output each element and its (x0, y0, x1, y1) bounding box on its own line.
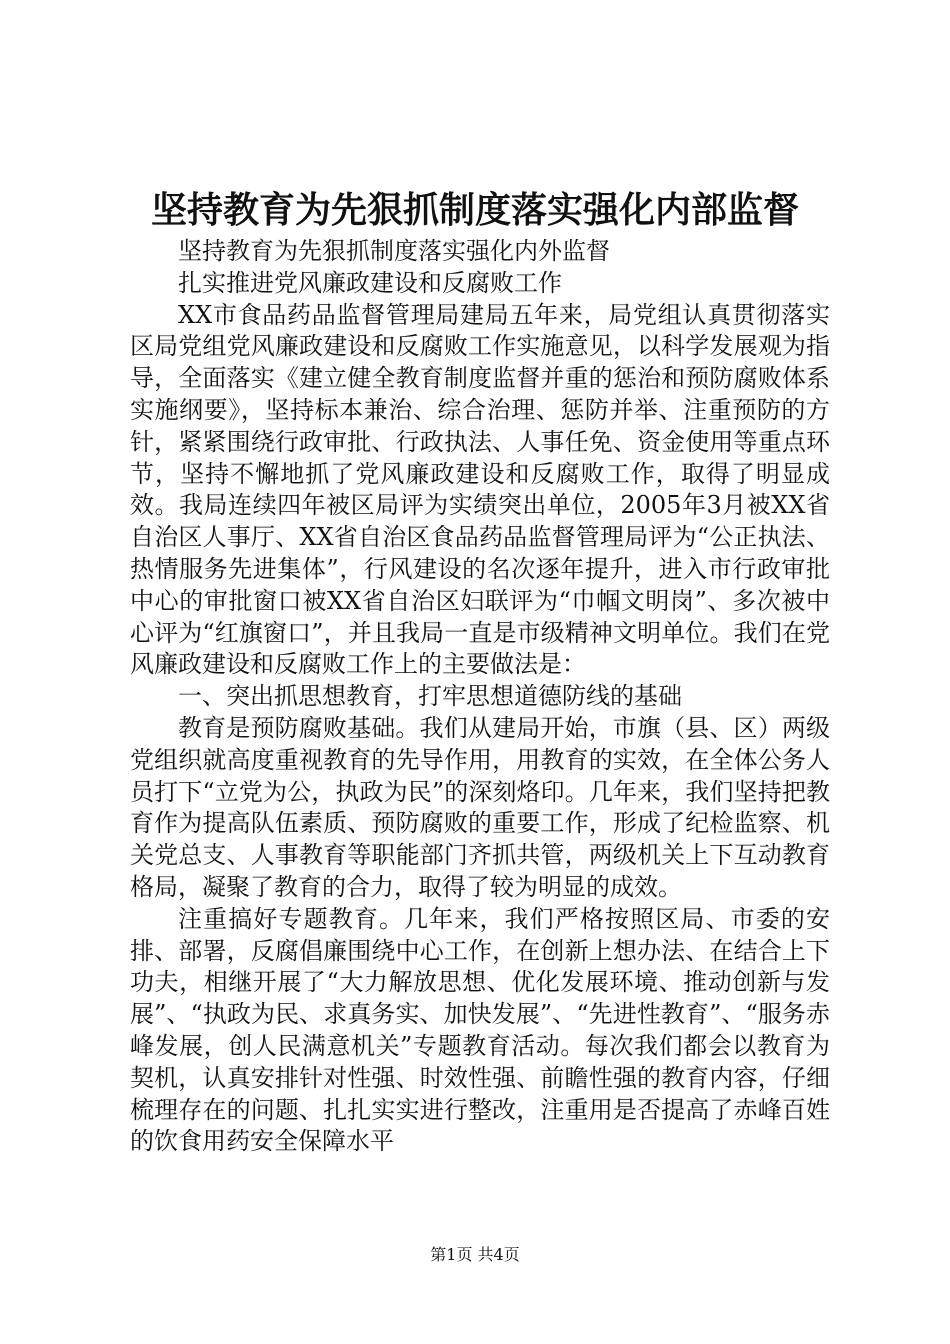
paragraph-special-education: 注重搞好专题教育。几年来，我们严格按照区局、市委的安排、部署，反腐倡廉围绕中心工作，在创新上想办法、在结合上下功夫，相继开展了“大力解放思想、优化发展环境、推动创新与发展”、“执政为民、求真务实、加快发展”、“先进性教育”、“服务赤峰发展，创人民满意机关”专题教育活动。每次我们都会以教育为契机，认真安排针对性强、时效性强、前瞻性强的教育内容，仔细梳理存在的问题、扎扎实实进行整改，注重用是否提高了赤峰百姓的饮食用药安全保障水平 (130, 904, 830, 1156)
section-heading: 一、突出抓思想教育，打牢思想道德防线的基础 (178, 682, 682, 711)
document-body (130, 236, 830, 1158)
paragraph-intro: XX市食品药品监督管理局建局五年来，局党组认真贯彻落实区局党组党风廉政建设和反腐败工作实施意见，以科学发展观为指导，全面落实《建立健全教育制度监督并重的惩治和预防腐败体系实施纲要》，坚持标本兼治、综合治理、惩防并举、注重预防的方针，紧紧围绕行政审批、行政执法、人事任免、资金使用等重点环节，坚持不懈地抓了党风廉政建设和反腐败工作，取得了明显成效。我局连续四年被区局评为实绩突出单位，2005年3月被XX省自治区人事厅、XX省自治区食品药品监督管理局评为“公正执法、热情服务先进集体”，行风建设的名次逐年提升，进入市行政审批中心的审批窗口被XX省自治区妇联评为“巾帼文明岗”、多次被中心评为“红旗窗口”，并且我局一直是市级精神文明单位。我们在党风廉政建设和反腐败工作上的主要做法是： (130, 300, 830, 679)
paragraph-education: 教育是预防腐败基础。我们从建局开始，市旗（县、区）两级党组织就高度重视教育的先导作用，用教育的实效，在全体公务人员打下“立党为公，执政为民”的深刻烙印。几年来，我们坚持把教育作为提高队伍素质、预防腐败的重要工作，形成了纪检监察、机关党总支、人事教育等职能部门齐抓共管，两级机关上下互动教育格局，凝聚了教育的合力，取得了较为明显的成效。 (130, 713, 830, 901)
page-title: 坚持教育为先狠抓制度落实强化内部监督 (150, 189, 799, 231)
page-number: 第1页 共4页 (430, 1245, 520, 1264)
paragraph-subtitle-1: 坚持教育为先狠抓制度落实强化内外监督 (178, 237, 610, 265)
paragraph-subtitle-2: 扎实推进党风廉政建设和反腐败工作 (178, 268, 562, 297)
